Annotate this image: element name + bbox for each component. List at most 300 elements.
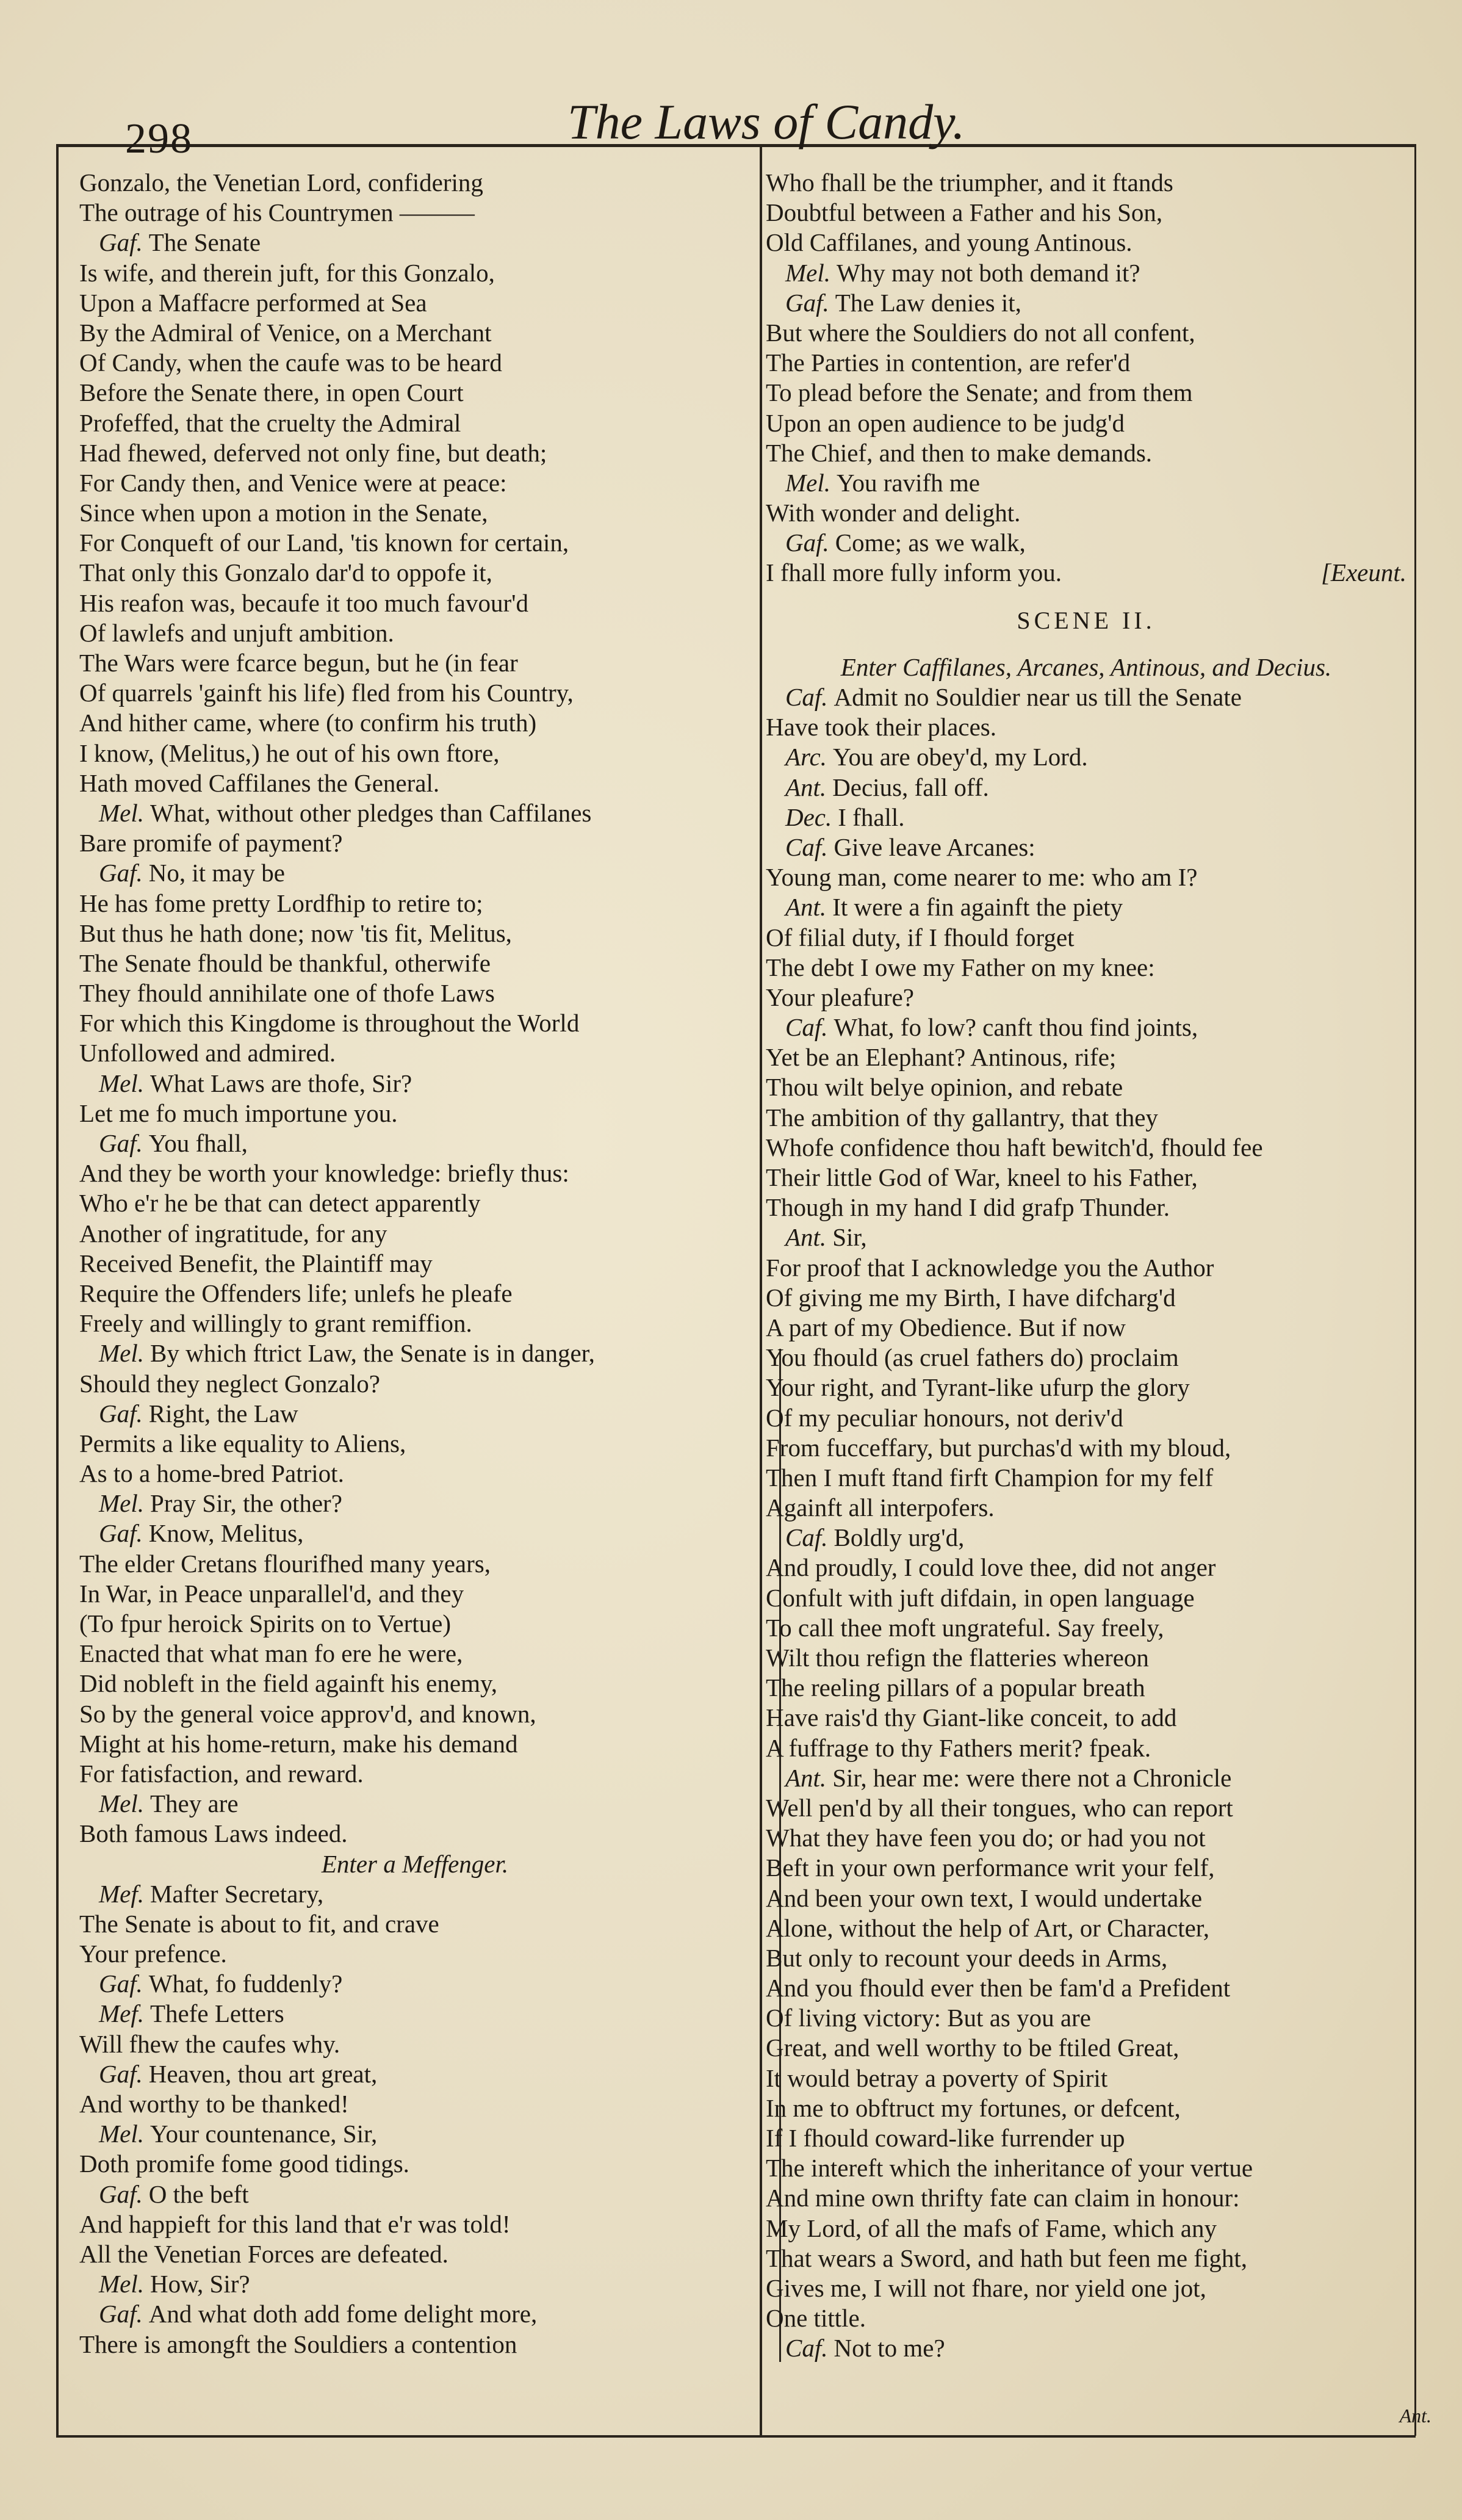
exit-direction: [Exeunt.	[1320, 558, 1406, 587]
line-text: But thus he hath done; now 'tis fit, Melitus,	[79, 919, 512, 947]
line-text: Young man, come nearer to me: who am I?	[766, 863, 1198, 892]
line-text: Mafter Secretary,	[150, 1879, 324, 1908]
stage-direction: Enter a Meffenger.	[321, 1849, 509, 1878]
verse-line	[79, 228, 751, 258]
verse-line	[766, 2273, 1406, 2303]
line-text: The Law denies it,	[835, 288, 1021, 317]
verse-line	[766, 742, 1406, 772]
verse-line	[766, 1523, 1406, 1553]
line-text: Againft all interpofers.	[766, 1493, 995, 1522]
speaker-name: Mel.	[785, 258, 830, 287]
verse-line	[79, 1909, 751, 1939]
line-text: And mine own thrifty fate can claim in honour:	[766, 2184, 1240, 2212]
verse-line	[79, 2029, 751, 2059]
speaker-name: Ant.	[785, 1763, 827, 1792]
verse-line	[766, 1583, 1406, 1613]
verse-line	[766, 862, 1406, 892]
verse-line	[766, 1072, 1406, 1102]
line-text: For proof that I acknowledge you the Author	[766, 1253, 1214, 1282]
line-text: Gonzalo, the Venetian Lord, confidering	[79, 168, 483, 197]
line-text: Alone, without the help of Art, or Character,	[766, 1913, 1210, 1942]
line-text: If I fhould coward-like furrender up	[766, 2124, 1125, 2152]
verse-line	[79, 348, 751, 378]
line-text: I know, (Melitus,) he out of his own ftore,	[79, 738, 500, 767]
line-text: Right, the Law	[148, 1399, 298, 1428]
verse-line	[766, 318, 1406, 348]
line-text: They fhould annihilate one of thofe Laws	[79, 979, 495, 1008]
line-text: Might at his home-return, make his demand	[79, 1729, 518, 1758]
spacer	[766, 635, 1406, 652]
verse-line	[79, 618, 751, 648]
line-text: Received Benefit, the Plaintiff may	[79, 1249, 433, 1277]
verse-line	[79, 1969, 751, 1999]
verse-line	[766, 2303, 1406, 2333]
verse-line	[766, 1373, 1406, 1403]
speaker-name: Mel.	[785, 468, 830, 497]
verse-line	[79, 2149, 751, 2179]
line-text: No, it may be	[148, 859, 285, 887]
spacer	[766, 588, 1406, 605]
line-text: And happieft for this land that e'r was told!	[79, 2209, 511, 2238]
line-text: For Candy then, and Venice were at peace:	[79, 468, 507, 497]
verse-line	[79, 1669, 751, 1699]
verse-line	[79, 1279, 751, 1309]
verse-line	[79, 828, 751, 858]
line-text: Thefe Letters	[150, 1999, 284, 2028]
line-text: Not to me?	[834, 2334, 945, 2363]
speaker-name: Gaf.	[99, 228, 143, 257]
line-text: To plead before the Senate; and from them	[766, 378, 1193, 407]
verse-line	[766, 528, 1406, 558]
verse-line	[79, 1999, 751, 2029]
line-text: Pray Sir, the other?	[150, 1489, 342, 1518]
line-text: Whofe confidence thou haft bewitch'd, fhould fee	[766, 1133, 1263, 1161]
verse-line	[766, 1763, 1406, 1793]
verse-line	[766, 1823, 1406, 1853]
line-text: As to a home-bred Patriot.	[79, 1459, 344, 1488]
verse-line	[766, 1883, 1406, 1913]
verse-line	[766, 892, 1406, 922]
line-text: To call thee moft ungrateful. Say freely,	[766, 1613, 1164, 1642]
line-text: The Wars were fcarce begun, but he (in fear	[79, 649, 518, 677]
verse-line	[766, 1853, 1406, 1883]
verse-line	[79, 198, 751, 228]
line-text: By the Admiral of Venice, on a Merchant	[79, 318, 492, 347]
verse-line	[766, 1103, 1406, 1133]
line-text: Of Candy, when the caufe was to be heard	[79, 348, 502, 377]
verse-line	[766, 1042, 1406, 1072]
line-text: That wears a Sword, and hath but feen me fight,	[766, 2244, 1248, 2272]
line-text: In me to obftruct my fortunes, or defcent,	[766, 2093, 1181, 2122]
verse-line	[79, 2299, 751, 2329]
line-text: The elder Cretans flourifhed many years,	[79, 1549, 491, 1578]
line-text: By which ftrict Law, the Senate is in danger,	[150, 1339, 595, 1368]
speaker-name: Gaf.	[99, 1519, 143, 1548]
verse-line	[79, 1549, 751, 1579]
line-text: Of giving me my Birth, I have difcharg'd	[766, 1283, 1176, 1312]
verse-line	[766, 2214, 1406, 2244]
line-text: I fhall more fully inform you.	[766, 558, 1062, 587]
verse-line	[79, 858, 751, 888]
verse-line	[79, 1188, 751, 1218]
line-text: It would betray a poverty of Spirit	[766, 2063, 1108, 2092]
left-column	[79, 168, 751, 2359]
line-text: Thou wilt belye opinion, and rebate	[766, 1073, 1123, 1102]
line-text: The ambition of thy gallantry, that they	[766, 1103, 1158, 1132]
speaker-name: Mel.	[99, 798, 144, 827]
verse-line	[766, 348, 1406, 378]
verse-line	[79, 1249, 751, 1279]
verse-line	[766, 1973, 1406, 2003]
speaker-name: Mef.	[99, 1879, 144, 1908]
line-text: Have rais'd thy Giant-like conceit, to add	[766, 1703, 1177, 1732]
line-text: Both famous Laws indeed.	[79, 1819, 348, 1848]
line-text: Come; as we walk,	[835, 529, 1026, 557]
verse-line	[766, 2123, 1406, 2153]
line-text: It were a fin againft the piety	[832, 893, 1123, 922]
verse-line	[79, 2089, 751, 2119]
verse-line	[79, 648, 751, 678]
speaker-name: Mel.	[99, 1339, 144, 1368]
line-text: Decius, fall off.	[832, 773, 989, 801]
line-text: The reeling pillars of a popular breath	[766, 1673, 1145, 1702]
verse-line	[766, 1703, 1406, 1733]
scene-heading: SCENE II.	[1017, 606, 1156, 634]
verse-line	[79, 1699, 751, 1729]
verse-line	[766, 1193, 1406, 1222]
speaker-name: Mel.	[99, 1069, 144, 1097]
speaker-name: Ant.	[785, 1223, 827, 1252]
verse-line	[79, 1008, 751, 1038]
verse-line	[79, 2179, 751, 2209]
verse-line	[79, 1459, 751, 1489]
line-text: Well pen'd by all their tongues, who can report	[766, 1793, 1233, 1822]
speaker-name: Gaf.	[99, 859, 143, 887]
line-text: All the Venetian Forces are defeated.	[79, 2239, 448, 2268]
line-text: You ravifh me	[837, 468, 980, 497]
right-column	[766, 168, 1406, 2364]
verse-line	[79, 1639, 751, 1669]
verse-line	[766, 228, 1406, 258]
verse-line	[766, 1673, 1406, 1703]
verse-line	[79, 1579, 751, 1609]
line-text: What, fo low? canft thou find joints,	[834, 1013, 1198, 1042]
verse-line	[79, 318, 751, 348]
verse-line	[79, 768, 751, 798]
verse-line	[79, 498, 751, 528]
line-text: And hither came, where (to confirm his truth)	[79, 709, 537, 737]
verse-line	[766, 2033, 1406, 2063]
verse-line	[79, 1128, 751, 1158]
verse-line	[766, 438, 1406, 468]
verse-line	[79, 288, 751, 318]
verse-line	[766, 168, 1406, 198]
line-text: Freely and willingly to grant remiffion.	[79, 1309, 472, 1338]
verse-line	[79, 738, 751, 768]
line-text: Of filial duty, if I fhould forget	[766, 923, 1075, 951]
verse-line	[766, 1943, 1406, 1973]
speaker-name: Gaf.	[99, 2059, 143, 2088]
verse-line	[79, 1309, 751, 1338]
line-text: Though in my hand I did grafp Thunder.	[766, 1193, 1170, 1222]
line-text: With wonder and delight.	[766, 499, 1021, 527]
line-text: Require the Offenders life; unlefs he pleafe	[79, 1279, 513, 1307]
verse-line	[79, 1939, 751, 1969]
line-text: What, without other pledges than Caffilanes	[150, 798, 592, 827]
line-text: Did nobleft in the field againft his enemy,	[79, 1669, 498, 1698]
verse-line	[766, 558, 1406, 588]
verse-line	[79, 1489, 751, 1518]
line-text: I fhall.	[838, 803, 905, 831]
speaker-name: Ant.	[785, 773, 827, 801]
line-text: Why may not both demand it?	[837, 258, 1140, 287]
verse-line	[79, 1399, 751, 1429]
verse-line	[79, 2330, 751, 2359]
line-text: The Senate is about to fit, and crave	[79, 1909, 439, 1938]
speaker-name: Mel.	[99, 1789, 144, 1818]
line-text: The outrage of his Countrymen ———	[79, 198, 475, 227]
verse-line	[766, 258, 1406, 288]
verse-line	[79, 1219, 751, 1249]
line-text: Great, and well worthy to be ftiled Great,	[766, 2034, 1179, 2062]
line-text: Upon a Maffacre performed at Sea	[79, 288, 427, 317]
verse-line	[79, 678, 751, 708]
line-text: For which this Kingdome is throughout the World	[79, 1009, 580, 1038]
verse-line	[79, 1099, 751, 1128]
verse-line	[79, 558, 751, 588]
line-text: Enacted that what man fo ere he were,	[79, 1639, 463, 1668]
column-divider	[760, 146, 762, 2435]
speaker-name: Gaf.	[99, 2300, 143, 2328]
verse-line	[766, 2333, 1406, 2363]
speaker-name: Gaf.	[99, 1129, 143, 1157]
line-text: My Lord, of all the mafs of Fame, which any	[766, 2214, 1217, 2242]
line-text: Since when upon a motion in the Senate,	[79, 499, 488, 527]
line-text: And worthy to be thanked!	[79, 2090, 349, 2118]
line-text: Will fhew the caufes why.	[79, 2029, 340, 2058]
verse-line	[79, 408, 751, 438]
line-text: Heaven, thou art great,	[148, 2059, 378, 2088]
speaker-name: Gaf.	[785, 529, 829, 557]
speaker-name: Caf.	[785, 683, 828, 711]
verse-line	[766, 2244, 1406, 2273]
speaker-name: Dec.	[785, 803, 832, 831]
line-text: Sir,	[832, 1223, 867, 1252]
speaker-name: Caf.	[785, 1523, 828, 1552]
verse-line	[79, 889, 751, 919]
line-text: And you fhould ever then be fam'd a Prefident	[766, 1974, 1231, 2002]
verse-line	[766, 288, 1406, 318]
verse-line	[766, 712, 1406, 742]
line-text: And proudly, I could love thee, did not anger	[766, 1553, 1216, 1582]
line-text: The debt I owe my Father on my knee:	[766, 953, 1155, 981]
line-text: But only to recount your deeds in Arms,	[766, 1943, 1168, 1972]
line-text: The Senate fhould be thankful, otherwife	[79, 948, 491, 977]
verse-line	[766, 2003, 1406, 2033]
line-text: Admit no Souldier near us till the Senate	[834, 683, 1242, 711]
verse-line	[766, 1283, 1406, 1313]
line-text: Boldly urg'd,	[834, 1523, 965, 1552]
verse-line	[79, 258, 751, 288]
line-text: Had fhewed, deferved not only fine, but death;	[79, 438, 547, 467]
line-text: Of living victory: But as you are	[766, 2004, 1091, 2032]
verse-line	[79, 978, 751, 1008]
verse-line	[766, 1343, 1406, 1373]
verse-line	[766, 1013, 1406, 1042]
verse-line	[766, 1643, 1406, 1673]
speaker-name: Mel.	[99, 1489, 144, 1518]
speaker-name: Caf.	[785, 1013, 828, 1042]
speaker-name: Gaf.	[99, 1399, 143, 1428]
line-text: What they have feen you do; or had you not	[766, 1824, 1206, 1852]
verse-line	[766, 1253, 1406, 1283]
verse-line	[766, 773, 1406, 803]
stage-direction: Enter Caffilanes, Arcanes, Antinous, and Decius.	[840, 652, 1332, 681]
verse-line	[766, 1313, 1406, 1343]
line-text: Before the Senate there, in open Court	[79, 378, 464, 407]
verse-line	[79, 168, 751, 198]
verse-line	[766, 832, 1406, 862]
verse-line	[766, 1133, 1406, 1163]
line-text: Confult with juft difdain, in open language	[766, 1583, 1195, 1612]
line-text: The intereft which the inheritance of your vertue	[766, 2154, 1253, 2182]
line-text: You fhall,	[148, 1129, 248, 1157]
running-title: The Laws of Candy.	[567, 94, 965, 150]
line-text: (To fpur heroick Spirits on to Vertue)	[79, 1609, 451, 1637]
line-text: That only this Gonzalo dar'd to oppofe it,	[79, 558, 492, 587]
verse-line	[79, 2119, 751, 2149]
verse-line	[79, 1518, 751, 1548]
line-text: Doubtful between a Father and his Son,	[766, 198, 1163, 227]
line-text: Another of ingratitude, for any	[79, 1219, 387, 1247]
verse-line	[766, 1613, 1406, 1643]
catchword: Ant.	[1399, 2405, 1431, 2427]
verse-line	[79, 528, 751, 558]
verse-line	[79, 1338, 751, 1368]
verse-line	[79, 1759, 751, 1789]
line-text: He has fome pretty Lordfhip to retire to;	[79, 889, 483, 917]
line-text: Permits a like equality to Aliens,	[79, 1429, 406, 1457]
line-text: Unfollowed and admired.	[79, 1039, 336, 1067]
line-text: O the beft	[148, 2179, 249, 2208]
verse-line	[79, 2209, 751, 2239]
line-text: For fatisfaction, and reward.	[79, 1759, 364, 1788]
verse-line	[766, 1733, 1406, 1763]
verse-line	[766, 923, 1406, 953]
line-text: Give leave Arcanes:	[834, 832, 1035, 861]
verse-line	[79, 438, 751, 468]
line-text: Hath moved Caffilanes the General.	[79, 768, 440, 797]
line-text: Gives me, I will not fhare, nor yield one jot,	[766, 2273, 1206, 2302]
line-text: The Parties in contention, are refer'd	[766, 348, 1131, 377]
page-number: 298	[125, 115, 193, 162]
verse-line	[766, 408, 1406, 438]
verse-line	[766, 983, 1406, 1013]
verse-line	[766, 2183, 1406, 2213]
line-text: His reafon was, becaufe it too much favour'd	[79, 588, 529, 617]
line-text: How, Sir?	[150, 2270, 250, 2298]
speaker-name: Gaf.	[785, 288, 829, 317]
line-text: And been your own text, I would undertake	[766, 1883, 1203, 1912]
line-text: Should they neglect Gonzalo?	[79, 1369, 381, 1398]
verse-line	[766, 1463, 1406, 1493]
line-text: Your prefence.	[79, 1940, 227, 1968]
verse-line	[79, 1369, 751, 1399]
line-text: Sir, hear me: were there not a Chronicle	[832, 1763, 1232, 1792]
line-text: One tittle.	[766, 2304, 866, 2333]
line-text: But where the Souldiers do not all confent,	[766, 318, 1195, 347]
verse-line	[766, 1793, 1406, 1823]
verse-line	[766, 1163, 1406, 1193]
line-text: So by the general voice approv'd, and known,	[79, 1699, 536, 1728]
line-text: Is wife, and therein juft, for this Gonzalo,	[79, 258, 495, 287]
verse-line	[79, 1789, 751, 1819]
line-text: And what doth add fome delight more,	[148, 2300, 538, 2328]
line-text: Have took their places.	[766, 713, 996, 742]
verse-line	[766, 803, 1406, 832]
speaker-name: Caf.	[785, 832, 828, 861]
line-text: Yet be an Elephant? Antinous, rife;	[766, 1043, 1117, 1072]
line-text: Old Caffilanes, and young Antinous.	[766, 228, 1133, 257]
verse-line	[79, 588, 751, 618]
verse-line	[79, 468, 751, 498]
verse-line	[766, 953, 1406, 983]
speaker-name: Arc.	[785, 743, 827, 771]
verse-line	[766, 1433, 1406, 1463]
line-text: Profeffed, that the cruelty the Admiral	[79, 408, 461, 437]
line-text: What, fo fuddenly?	[148, 1969, 343, 1998]
line-text: Wilt thou refign the flatteries whereon	[766, 1644, 1149, 1672]
verse-line	[79, 1819, 751, 1849]
verse-line	[766, 498, 1406, 528]
line-text: Beft in your own performance writ your felf,	[766, 1854, 1215, 1882]
verse-line	[79, 1158, 751, 1188]
speaker-name: Gaf.	[99, 2179, 143, 2208]
line-text: Of my peculiar honours, not deriv'd	[766, 1403, 1123, 1432]
right-rule	[1414, 144, 1416, 2436]
line-text: A part of my Obedience. But if now	[766, 1313, 1126, 1341]
speaker-name: Caf.	[785, 2334, 828, 2363]
line-text: Bare promife of payment?	[79, 829, 343, 857]
verse-line	[766, 1913, 1406, 1943]
verse-line	[79, 1038, 751, 1068]
line-text: Your countenance, Sir,	[150, 2120, 378, 2148]
line-text: There is amongft the Souldiers a contention	[79, 2330, 517, 2358]
line-text: In War, in Peace unparallel'd, and they	[79, 1579, 464, 1608]
verse-line	[79, 1879, 751, 1909]
speaker-name: Mel.	[99, 2270, 144, 2298]
left-rule	[56, 144, 59, 2436]
line-text: You are obey'd, my Lord.	[832, 743, 1088, 771]
verse-line	[766, 1553, 1406, 1583]
line-text: Of quarrels 'gainft his life) fled from his Country,	[79, 679, 574, 707]
line-text: Let me fo much importune you.	[79, 1099, 398, 1127]
speaker-name: Mef.	[99, 1999, 144, 2028]
line-text: The Chief, and then to make demands.	[766, 438, 1153, 467]
speaker-name: Gaf.	[99, 1969, 143, 1998]
verse-line	[766, 198, 1406, 228]
verse-line	[766, 468, 1406, 498]
speaker-name: Ant.	[785, 893, 827, 922]
speaker-name: Mel.	[99, 2120, 144, 2148]
verse-line	[766, 2093, 1406, 2123]
line-text: For Conqueft of our Land, 'tis known for certain,	[79, 529, 569, 557]
line-text: Then I muft ftand firft Champion for my felf	[766, 1463, 1214, 1492]
line-text: You fhould (as cruel fathers do) proclaim	[766, 1343, 1179, 1372]
line-text: Of lawlefs and unjuft ambition.	[79, 618, 394, 647]
line-text: Their little God of War, kneel to his Father,	[766, 1163, 1198, 1191]
verse-line	[79, 378, 751, 408]
